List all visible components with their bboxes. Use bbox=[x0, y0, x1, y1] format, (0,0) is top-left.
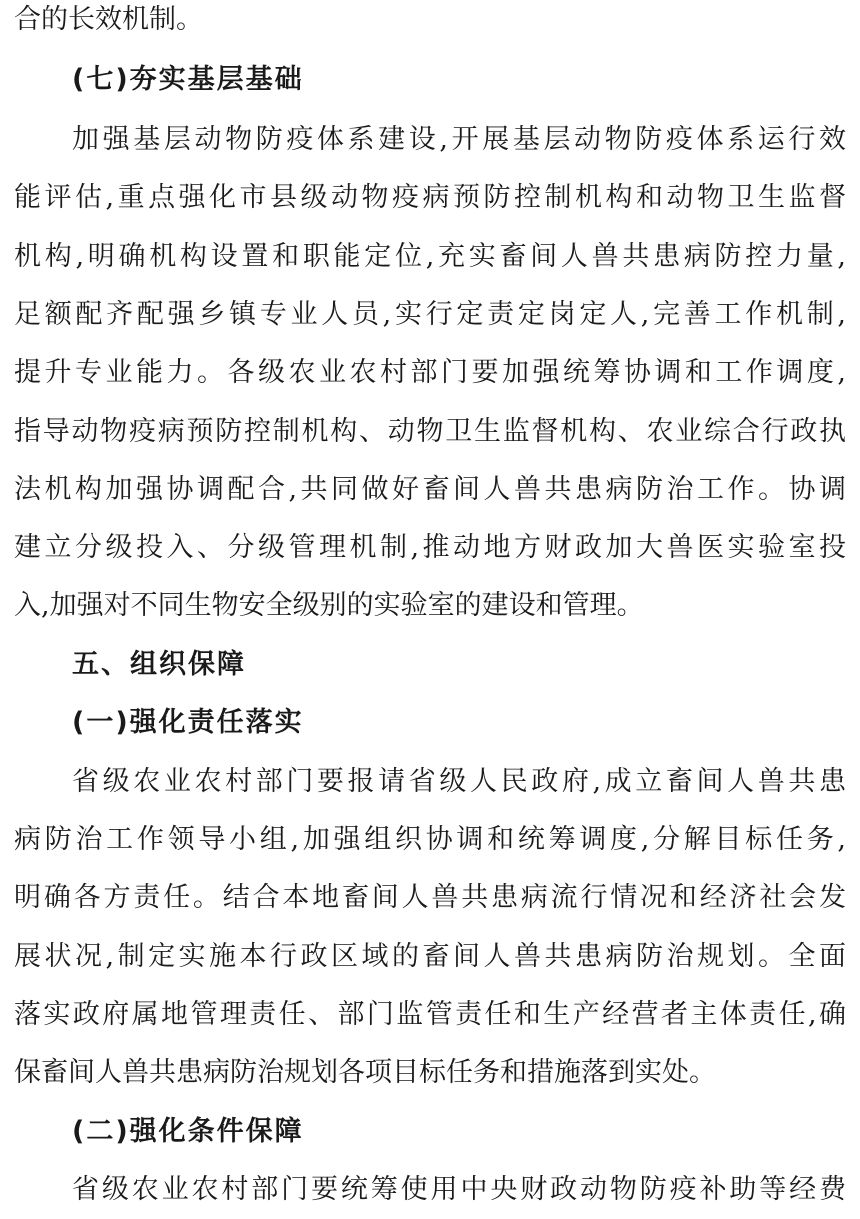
paragraph-line: 病防治工作领导小组,加强组织协调和统筹调度,分解目标任务, bbox=[14, 824, 846, 855]
paragraph-line: 落实政府属地管理责任、部门监管责任和生产经营者主体责任,确 bbox=[14, 999, 846, 1030]
paragraph-line: 足额配齐配强乡镇专业人员,实行定责定岗定人,完善工作机制, bbox=[14, 299, 846, 330]
paragraph-line: 省级农业农村部门要统筹使用中央财政动物防疫补助等经费 bbox=[72, 1174, 846, 1205]
paragraph-line: 明确各方责任。结合本地畜间人兽共患病流行情况和经济社会发 bbox=[14, 882, 846, 913]
paragraph-line: 保畜间人兽共患病防治规划各项目标任务和措施落到实处。 bbox=[14, 1057, 716, 1088]
section-heading-organizational-guarantee: 五、组织保障 bbox=[72, 649, 246, 680]
paragraph-line: 展状况,制定实施本行政区域的畜间人兽共患病防治规划。全面 bbox=[14, 941, 846, 972]
paragraph-line: 指导动物疫病预防控制机构、动物卫生监督机构、农业综合行政执 bbox=[14, 416, 846, 447]
paragraph-line: 能评估,重点强化市县级动物疫病预防控制机构和动物卫生监督 bbox=[14, 182, 846, 213]
section-heading-strengthen-responsibility: (一)强化责任落实 bbox=[72, 707, 304, 738]
paragraph-line: 省级农业农村部门要报请省级人民政府,成立畜间人兽共患 bbox=[72, 766, 846, 797]
paragraph-line: 法机构加强协调配合,共同做好畜间人兽共患病防治工作。协调 bbox=[14, 474, 846, 505]
paragraph-line: 机构,明确机构设置和职能定位,充实畜间人兽共患病防控力量, bbox=[14, 241, 846, 272]
paragraph-line: 建立分级投入、分级管理机制,推动地方财政加大兽医实验室投 bbox=[14, 532, 846, 563]
paragraph-line: 提升专业能力。各级农业农村部门要加强统筹协调和工作调度, bbox=[14, 357, 846, 388]
paragraph-line: 加强基层动物防疫体系建设,开展基层动物防疫体系运行效 bbox=[72, 124, 846, 155]
section-heading-consolidate-grassroots: (七)夯实基层基础 bbox=[72, 64, 304, 95]
section-heading-strengthen-conditions: (二)强化条件保障 bbox=[72, 1116, 304, 1147]
paragraph-line: 合的长效机制。 bbox=[14, 4, 203, 35]
paragraph-line: 入,加强对不同生物安全级别的实验室的建设和管理。 bbox=[14, 590, 644, 621]
